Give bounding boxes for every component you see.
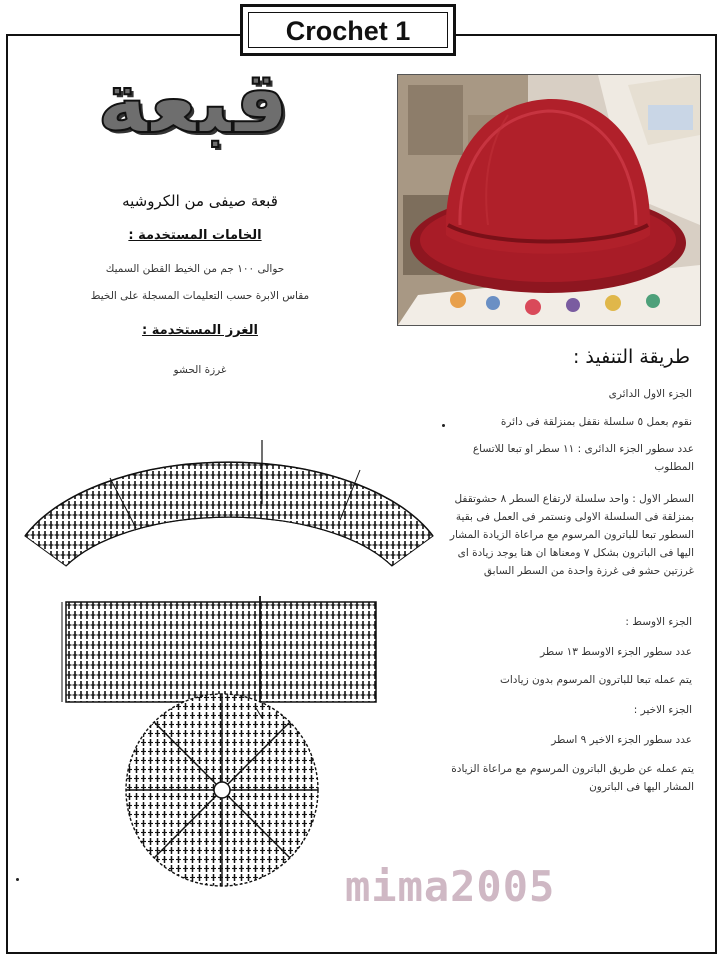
method-title: طريقة التنفيذ :	[572, 346, 690, 368]
crown-crochet-chart	[120, 690, 324, 890]
part2-work: يتم عمله تبعا للباترون المرسوم بدون زيادات	[499, 674, 692, 686]
subtitle: قبعة صيفى من الكروشيه	[122, 192, 278, 210]
part1-title: الجزء الاول الدائرى	[608, 388, 692, 400]
part3-work: يتم عمله عن طريق الباترون المرسوم مع مراعاة الزيادة المشار اليها فى الباترون	[451, 763, 694, 793]
stitches-heading: الغرز المستخدمة :	[142, 323, 258, 338]
materials-line-2: مقاس الابرة حسب التعليمات المسجلة على الخيط	[90, 290, 310, 302]
side-band-crochet-chart	[62, 596, 376, 708]
header-title: Crochet 1	[285, 16, 411, 46]
part2-rows: عدد سطور الجزء الاوسط ١٣ سطر	[540, 646, 692, 658]
part1-row1: السطر الاول : واحد سلسلة لارتفاع السطر ٨ حشوتقفل بمنزلقة فى السلسلة الاولى ونستمر فى العمل فى بقية السطور تبعا للباترون المرسوم مع مراعاة الزيادة المشار اليها فى الباترون بشكل ٧ ومعناها ان هنا يوجد زيادة اى غرزتين حشو فى غرزة واحدة من السطر السابق	[449, 493, 694, 577]
part3-rows: عدد سطور الجزء الاخير ٩ اسطر	[551, 734, 692, 746]
page-title: قبعة	[96, 53, 290, 153]
part2-title: الجزء الاوسط :	[625, 616, 692, 628]
watermark: mima2005	[345, 862, 556, 911]
materials-heading: الخامات المستخدمة :	[128, 228, 262, 243]
part1-rows: عدد سطور الجزء الدائرى : ١١ سطر او تبعا للاتساع المطلوب	[472, 443, 694, 473]
brim-crochet-chart	[25, 440, 433, 566]
part3-title: الجزء الاخير :	[633, 704, 692, 716]
part1-start: نقوم بعمل ٥ سلسلة نقفل بمنزلقة فى دائرة	[500, 416, 692, 428]
stitches-line-1: غرزة الحشو	[173, 364, 227, 376]
materials-line-1: حوالى ١٠٠ جم من الخيط القطن السميك	[105, 263, 285, 275]
